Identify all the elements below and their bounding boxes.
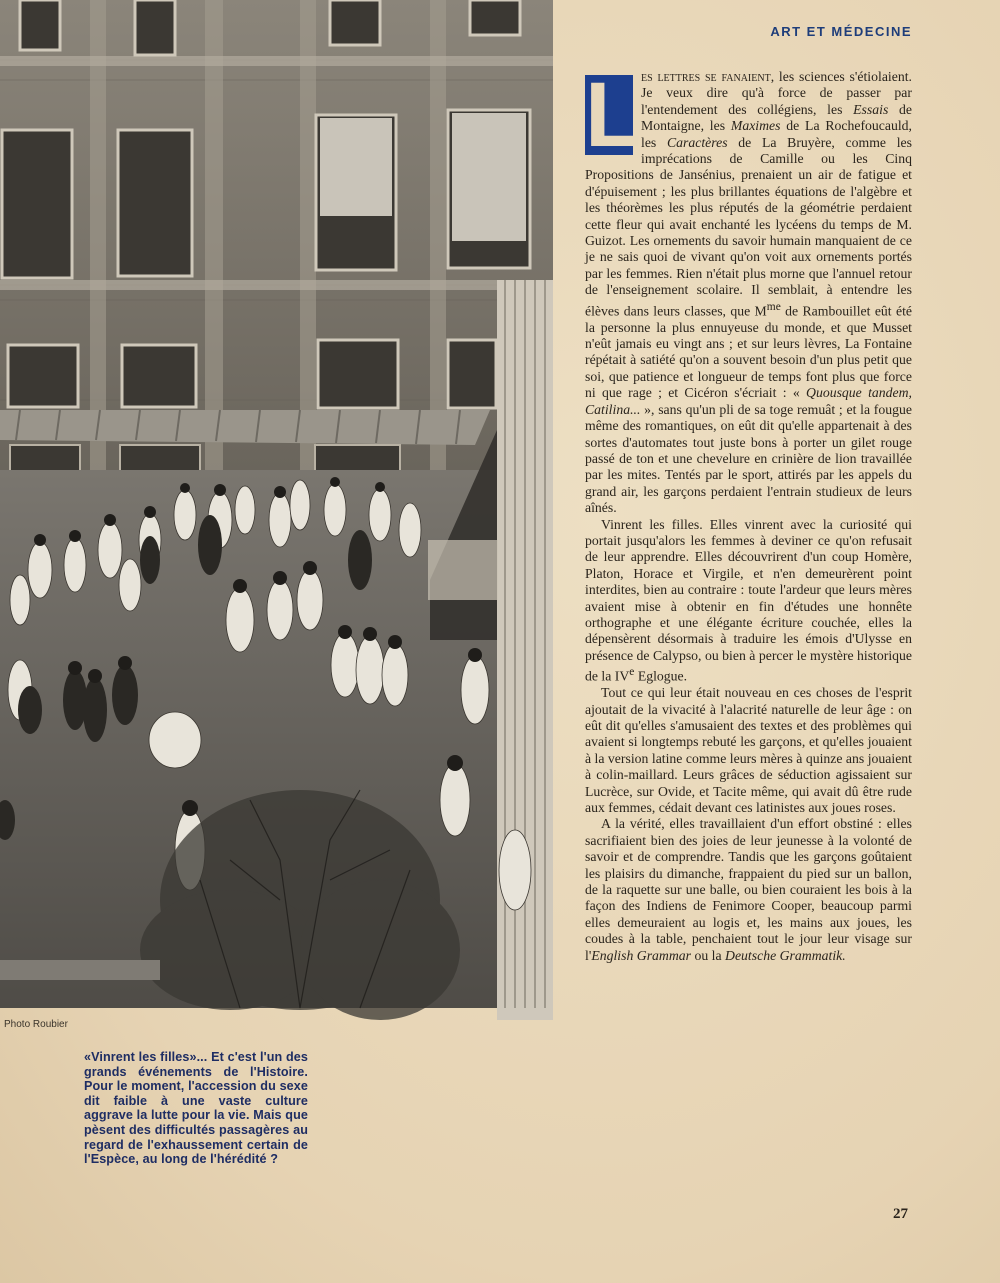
text-run: de Rambouillet eût été la personne la plus ennuyeuse du monde, et que Musset n'eût jamais eu vingt ans ; et sur leurs lèvres, La Fontaine répétait à satiété qu'on a souvent besoin d'un plus petit que soi, que patience et longueur de temps font plus que force ni que rage ; et Cicéron s'écriait : « (585, 303, 912, 401)
photo-illustration (0, 0, 553, 1008)
text-run: Eglogue. (634, 668, 688, 684)
paragraph-3: Tout ce qui leur était nouveau en ces choses de l'esprit ajoutait de la vivacité à l'alacrité naturelle de leur âge : on eût dit qu'elles s'amusaient des textes et des problèmes qui avaient si longtemps rebuté les garçons, et qu'elles jouaient à la version latine comme leurs mères à quinze ans jouaient à colin-maillard. Leurs grâces de séduction agissaient sur Lucrèce, sur Ovide, et Tacite même, qui avait dû être rude aux femmes, cédait devant ces latinistes aux joues roses. (585, 685, 912, 816)
paragraph-1 (585, 64, 913, 517)
italic-quote: Quousque tandem, Catilina... (585, 385, 912, 417)
italic-title: Essais (853, 101, 889, 117)
paragraph-4 (585, 816, 912, 964)
italic-title: Caractères (666, 134, 728, 150)
section-title: ART ET MÉDECINE (770, 24, 912, 39)
page-number: 27 (893, 1206, 908, 1222)
text-run: A la vérité, elles travaillaient d'un effort obstiné : elles sacrifiaient bien des joies de leur jeunesse à la volonté de savoir et de comprendre. Tandis que les garçons goûtaient les plaisirs du dimanche, frappaient du pied sur un ballon, de la raquette sur une balle, ou bien couraient les bois à la façon des Indiens de Fenimore Cooper, beaucoup parmi elles demeuraient au logis et, les mains aux joues, les coudes à la table, penchaient tout le jour leur visage sur l' (585, 816, 912, 963)
italic-title: Maximes (730, 118, 781, 134)
schoolyard-photo (0, 0, 553, 1008)
opening-words: es lettres se fanaient, (641, 69, 775, 84)
paragraph-2 (585, 517, 912, 686)
superscript: me (766, 300, 781, 313)
article-body (585, 64, 913, 964)
photo-credit: Photo Roubier (4, 1019, 68, 1030)
photo-caption: «Vinrent les filles»... Et c'est l'un des grands événements de l'Histoire. Pour le moment, l'accession du sexe dit faible à une vaste culture aggrave la lutte pour la vie. Mais que pèsent des difficultés passagères au regard de l'exhaussement certain de l'Espèce, au long de l'hérédité ? (84, 1050, 308, 1167)
italic-title: Deutsche Grammatik. (725, 947, 846, 963)
text-run: de La Bruyère, comme les imprécations de Camille ou les Cinq Propositions de Jansénius, prenaient un air de fatigue et d'épuisement ; les plus brillantes équations de l'algèbre et les théorèmes les plus réputés de la géométrie perdaient cette fleur qui avait enchanté les lycéens du temps de M. Guizot. Les ornements du savoir humain manquaient de ce je ne sais quoi de vivant qu'on voit aux ornements portés par les femmes. Rien n'était plus morne que l'annuel retour de l'enseignement scolaire. Il semblait, à entendre les élèves dans leurs classes, que M (585, 134, 913, 319)
text-run: Vinrent les filles. Elles vinrent avec la curiosité qui portait jusqu'alors les femmes à deviner ce qu'on refusait de leur apprendre. Elles découvrirent d'un coup Homère, Platon, Horace et Virgile, et n'en demeurèrent point interdites, bien au contraire : toute l'ardeur que leurs mères avaient mise à obtenir en fin d'études une honnête orthographe et une élégante écriture couchée, elles la dépensèrent désormais à traduire les émois d'Ulysse en présence de Calypso, ou bien à percer le mystère historique de la IV (585, 516, 912, 684)
drop-cap: L (585, 64, 642, 166)
text-run: de La Rochefoucauld, les (641, 118, 912, 150)
italic-title: English Grammar (591, 947, 692, 963)
text-run: », sans qu'un pli de sa toge remuât ; et la fougue même des romantiques, on eût dit qu'elle appartenait à des sortes d'automates tout juste bons à porter un gilet rouge passé de ton et une chevelure en crinière de lion travaillée par les mites. Tentés par le sport, attirés par les appels du grand air, les garçons perdaient l'entrain studieux de leurs aînés. (585, 401, 912, 516)
text-run: les sciences s'étiolaient. Je veux dire qu'à force de passer par l'entendement des collégiens, les (641, 69, 912, 117)
text-run: de Montaigne, les (641, 101, 912, 134)
text-run: ou la (691, 947, 726, 963)
superscript: e (629, 666, 635, 679)
